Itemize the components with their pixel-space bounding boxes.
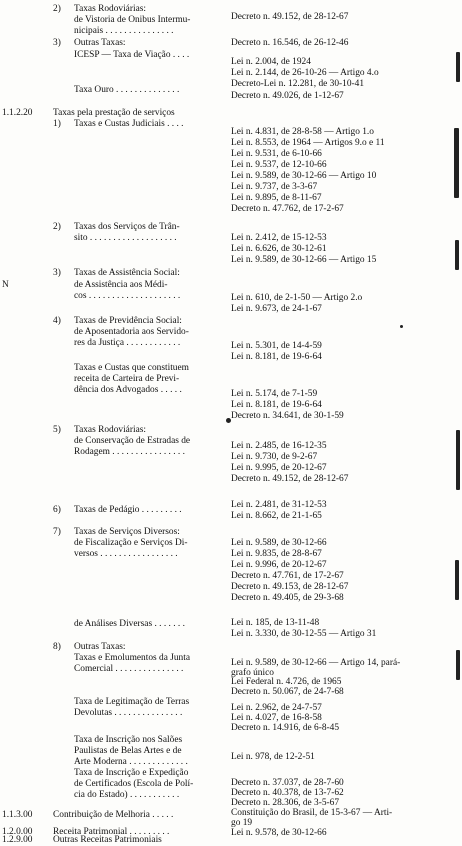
left-line: Comercial . . . . . . . . . . . . . . . bbox=[74, 664, 184, 674]
left-line: Taxa de Inscrição nos Salões bbox=[74, 735, 183, 745]
left-line: Devolutas . . . . . . . . . . . . . . . bbox=[74, 708, 183, 718]
legal-reference: Lei n. 9.589, de 30-12-66 — Artigo 15 bbox=[231, 255, 377, 265]
left-line: Contribuição de Melhoria . . . . . bbox=[53, 810, 174, 820]
legal-reference: Lei Federal n. 4.726, de 1965 bbox=[231, 677, 342, 687]
legal-reference: Lei n. 9.537, de 12-10-66 bbox=[231, 160, 327, 170]
legal-reference: Lei n. 9.996, de 20-12-67 bbox=[231, 560, 327, 570]
scan-speck bbox=[226, 418, 231, 423]
legal-reference: Decreto n. 16.546, de 26-12-46 bbox=[231, 38, 349, 48]
left-line: 1.1.3.00 bbox=[2, 810, 33, 820]
left-line: 7) bbox=[53, 527, 61, 537]
left-line: Taxas e Custas Judiciais . . . . bbox=[74, 119, 184, 129]
legal-reference: Lei n. 9.835, de 28-8-67 bbox=[231, 549, 322, 559]
legal-reference: Lei n. 9.589, de 30-12-66 — Artigo 10 bbox=[231, 171, 377, 181]
left-line: Outras Taxas: bbox=[74, 38, 126, 48]
legal-reference: Decreto n. 49.026, de 1-12-67 bbox=[231, 91, 344, 101]
left-line: 1.2.0.00 bbox=[2, 827, 33, 837]
legal-reference: Lei n. 8.553, de 1964 — Artigos 9.o e 11 bbox=[231, 138, 385, 148]
left-line: dência dos Advogados . . . . . bbox=[74, 385, 182, 395]
left-line: 1.1.2.20 bbox=[2, 108, 33, 118]
legal-reference: Lei n. 9.589, de 30-12-66 bbox=[231, 538, 327, 548]
left-line: nicipais . . . . . . . . . . . . . . . bbox=[74, 26, 174, 36]
legal-reference: Lei n. 9.737, de 3-3-67 bbox=[231, 182, 318, 192]
legal-reference: Decreto n. 49.405, de 29-3-68 bbox=[231, 593, 344, 603]
left-line: ICESP — Taxa de Viação . . . . bbox=[74, 50, 190, 60]
left-line: 6) bbox=[53, 505, 61, 515]
legal-reference: Lei n. 2.144, de 26-10-26 — Artigo 4.o bbox=[231, 68, 379, 78]
legal-reference: Lei n. 9.578, de 30-12-66 bbox=[231, 828, 327, 838]
left-line: 1.2.9.00 bbox=[2, 835, 33, 845]
left-line: Taxa de Legitimação de Terras bbox=[74, 697, 190, 707]
left-line: N bbox=[2, 280, 9, 290]
legal-reference: Lei n. 2.962, de 24-7-57 bbox=[231, 703, 322, 713]
legal-reference: Decreto n. 37.037, de 28-7-60 bbox=[231, 778, 344, 788]
legal-reference: Lei n. 2.412, de 15-12-53 bbox=[231, 233, 327, 243]
legal-reference: Lei n. 978, de 12-2-51 bbox=[231, 752, 315, 762]
left-line: Taxas Rodoviárias: bbox=[74, 4, 146, 14]
left-line: de Vistoria de Onibus Intermu- bbox=[74, 15, 191, 25]
legal-reference: Lei n. 5.301, de 14-4-59 bbox=[231, 341, 322, 351]
scan-edge-mark bbox=[455, 560, 459, 600]
left-line: 3) bbox=[53, 268, 61, 278]
left-line: 4) bbox=[53, 316, 61, 326]
left-line: Taxas pela prestação de serviços bbox=[53, 108, 175, 118]
left-line: Outras Receitas Patrimoniais bbox=[53, 835, 162, 845]
scan-edge-mark bbox=[456, 430, 460, 490]
legal-reference: Lei n. 2.485, de 16-12-35 bbox=[231, 441, 327, 451]
left-line: cia do Estado) . . . . . . . . . . . bbox=[74, 790, 180, 800]
left-line: Arte Moderna . . . . . . . . . . . . . bbox=[74, 757, 188, 767]
legal-reference: Decreto n. 49.152, de 28-12-67 bbox=[231, 12, 349, 22]
legal-reference: Lei n. 2.004, de 1924 bbox=[231, 57, 311, 67]
scan-edge-mark bbox=[456, 650, 460, 680]
left-line: versos . . . . . . . . . . . . . . . . . bbox=[74, 549, 178, 559]
legal-reference: Lei n. 3.330, de 30-12-55 — Artigo 31 bbox=[231, 629, 377, 639]
legal-reference: Lei n. 9.531, de 6-10-66 bbox=[231, 149, 322, 159]
scan-edge-mark bbox=[455, 240, 459, 270]
legal-reference: Decreto n. 40.378, de 13-7-62 bbox=[231, 788, 344, 798]
left-line: Taxas dos Serviços de Trân- bbox=[74, 222, 180, 232]
left-line: Paulistas de Belas Artes e de bbox=[74, 746, 182, 756]
legal-reference: Decreto n. 34.641, de 30-1-59 bbox=[231, 411, 344, 421]
legal-reference: Lei n. 2.481, de 31-12-53 bbox=[231, 500, 327, 510]
legal-reference: Lei n. 6.626, de 30-12-61 bbox=[231, 244, 327, 254]
legal-reference: Lei n. 9.730, de 9-2-67 bbox=[231, 452, 318, 462]
legal-reference: Decreto n. 47.761, de 17-2-67 bbox=[231, 571, 344, 581]
legal-reference: Lei n. 9.589, de 30-12-66 — Artigo 14, pará- bbox=[231, 658, 401, 668]
legal-reference: Lei n. 9.995, de 20-12-67 bbox=[231, 463, 327, 473]
legal-reference: Decreto n. 49.152, de 28-12-67 bbox=[231, 474, 349, 484]
left-line: Taxa de Inscrição e Expedição bbox=[74, 768, 189, 778]
left-line: cos . . . . . . . . . . . . . . . . . . . . bbox=[74, 291, 181, 301]
left-line: de Aposentadoria aos Servido- bbox=[74, 327, 189, 337]
scan-edge-mark bbox=[454, 128, 459, 198]
legal-reference: Decreto-Lei n. 12.281, de 30-10-41 bbox=[231, 79, 365, 89]
left-line: receita de Carteira de Previ- bbox=[74, 374, 180, 384]
scan-edge-mark bbox=[456, 52, 460, 82]
left-line: Rodagem . . . . . . . . . . . . . . . . bbox=[74, 447, 185, 457]
left-line: 1) bbox=[53, 119, 61, 129]
legal-reference: Lei n. 610, de 2-1-50 — Artigo 2.o bbox=[231, 293, 363, 303]
left-line: Receita Patrimonial . . . . . . . . . bbox=[53, 827, 170, 837]
left-line: Taxas e Custas que constituem bbox=[74, 363, 189, 373]
legal-reference: Constituição do Brasil, de 15-3-67 — Arti- bbox=[231, 808, 393, 818]
scan-speck bbox=[400, 325, 403, 328]
left-line: 2) bbox=[53, 4, 61, 14]
legal-reference: Lei n. 9.895, de 8-11-67 bbox=[231, 193, 322, 203]
legal-reference: Lei n. 8.181, de 19-6-64 bbox=[231, 352, 322, 362]
legal-reference: Lei n. 5.174, de 7-1-59 bbox=[231, 389, 318, 399]
legal-reference: Decreto n. 47.762, de 17-2-67 bbox=[231, 204, 344, 214]
left-line: res da Justiça . . . . . . . . . . . . bbox=[74, 338, 181, 348]
left-line: 8) bbox=[53, 642, 61, 652]
legal-reference: Lei n. 9.673, de 24-1-67 bbox=[231, 304, 322, 314]
legal-reference: Lei n. 185, de 13-11-48 bbox=[231, 618, 320, 628]
left-line: 2) bbox=[53, 222, 61, 232]
left-line: 3) bbox=[53, 38, 61, 48]
legal-reference: go 19 bbox=[231, 818, 253, 828]
left-line: de Conservação de Estradas de bbox=[74, 436, 191, 446]
legal-reference: Decreto n. 50.067, de 24-7-68 bbox=[231, 687, 344, 697]
left-line: de Fiscalização e Serviços Di- bbox=[74, 538, 188, 548]
legal-reference: grafo único bbox=[231, 668, 274, 678]
left-line: sito . . . . . . . . . . . . . . . . . . . bbox=[74, 233, 177, 243]
left-line: Taxas de Assistência Social: bbox=[74, 268, 180, 278]
left-line: Taxas e Emolumentos da Junta bbox=[74, 653, 190, 663]
left-line: 5) bbox=[53, 425, 61, 435]
legal-reference: Lei n. 4.027, de 16-8-58 bbox=[231, 713, 322, 723]
left-line: de Certificados (Escola de Polí- bbox=[74, 779, 194, 789]
legal-reference: Lei n. 8.181, de 19-6-64 bbox=[231, 400, 322, 410]
left-line: Taxas de Serviços Diversos: bbox=[74, 527, 180, 537]
left-line: Taxas Rodoviárias: bbox=[74, 425, 146, 435]
left-line: Outras Taxas: bbox=[74, 642, 126, 652]
legal-reference: Lei n. 4.831, de 28-8-58 — Artigo 1.o bbox=[231, 127, 374, 137]
left-line: de Análises Diversas . . . . . . . bbox=[74, 619, 185, 629]
legal-reference: Decreto n. 49.153, de 28-12-67 bbox=[231, 582, 349, 592]
legal-reference: Decreto n. 14.916, de 6-8-45 bbox=[231, 723, 340, 733]
left-line: Taxas de Pedágio . . . . . . . . . bbox=[74, 505, 182, 515]
left-line: Taxas de Previdência Social: bbox=[74, 316, 182, 326]
legal-reference: Decreto n. 28.306, de 3-5-67 bbox=[231, 798, 340, 808]
legal-reference: Lei n. 8.662, de 21-1-65 bbox=[231, 511, 322, 521]
left-line: Taxa Ouro . . . . . . . . . . . . . . bbox=[74, 85, 180, 95]
left-line: de Assistência aos Médi- bbox=[74, 280, 168, 290]
